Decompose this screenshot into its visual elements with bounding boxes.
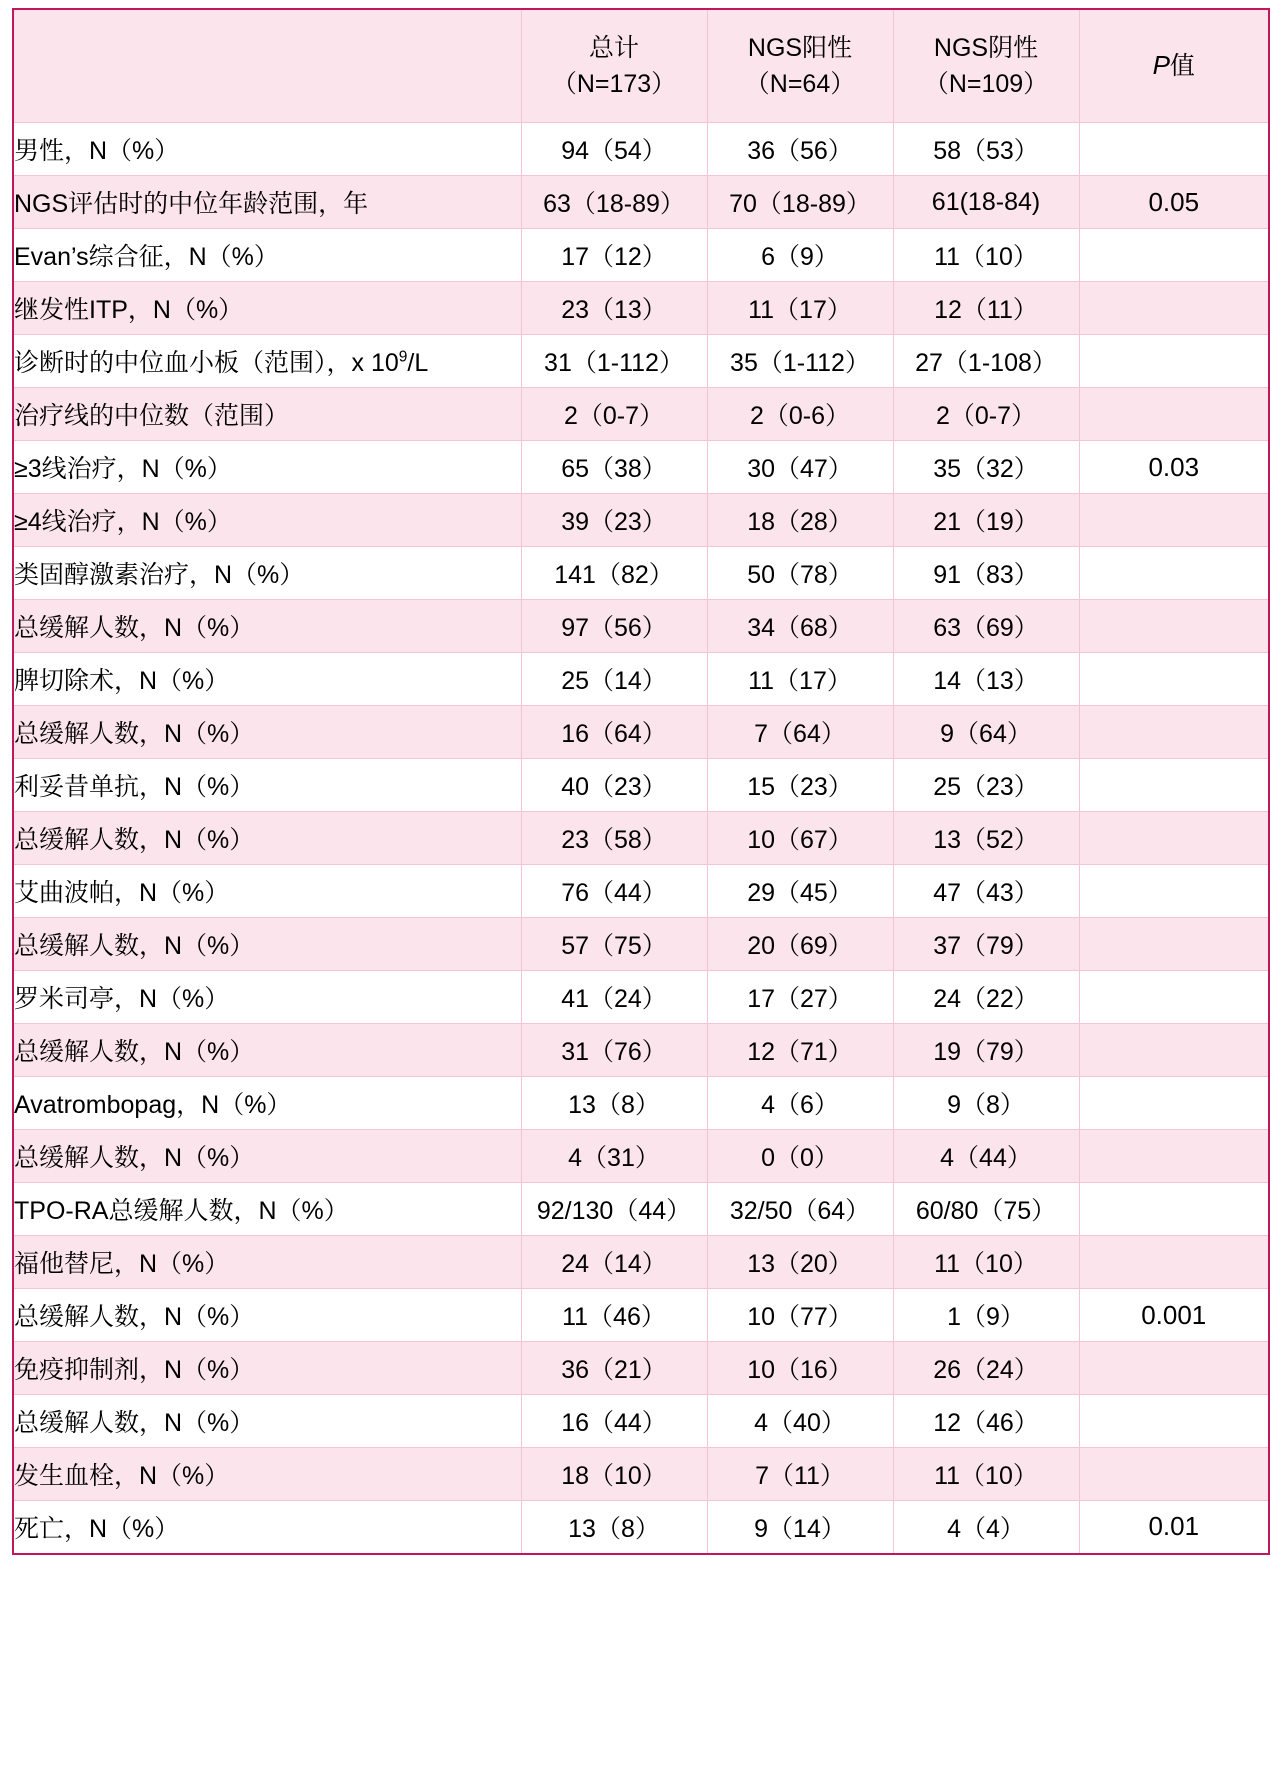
cell-pvalue: 0.05 [1079, 176, 1269, 229]
header-cell-total [521, 9, 707, 123]
cell-ngs-negative: 27（1-108） [893, 335, 1079, 388]
cell-ngs-negative: 61(18-84) [893, 176, 1079, 229]
cell-total: 97（56） [521, 600, 707, 653]
table-row [13, 1236, 1269, 1289]
cell-ngs-negative: 4（4） [893, 1501, 1079, 1554]
cell-pvalue: 0.01 [1079, 1501, 1269, 1554]
row-label: 总缓解人数，N（%） [13, 1289, 521, 1342]
row-label: ≥4线治疗，N（%） [13, 494, 521, 547]
row-label: 总缓解人数，N（%） [13, 918, 521, 971]
cell-ngs-negative: 63（69） [893, 600, 1079, 653]
cell-ngs-positive: 4（40） [707, 1395, 893, 1448]
cell-total: 92/130（44） [521, 1183, 707, 1236]
cell-ngs-negative: 35（32） [893, 441, 1079, 494]
cell-ngs-negative: 21（19） [893, 494, 1079, 547]
cell-ngs-positive: 35（1-112） [707, 335, 893, 388]
table-row [13, 229, 1269, 282]
cell-ngs-negative: 11（10） [893, 1236, 1079, 1289]
table-row [13, 812, 1269, 865]
table-row [13, 388, 1269, 441]
cell-total: 141（82） [521, 547, 707, 600]
cell-pvalue [1079, 971, 1269, 1024]
cell-ngs-positive: 34（68） [707, 600, 893, 653]
cell-pvalue [1079, 123, 1269, 176]
cell-ngs-positive: 29（45） [707, 865, 893, 918]
cell-total: 25（14） [521, 653, 707, 706]
cell-ngs-positive: 30（47） [707, 441, 893, 494]
header-cell-ngs-positive [707, 9, 893, 123]
row-label: 诊断时的中位血小板（范围），x $10^9/L$ [13, 335, 521, 388]
cell-pvalue [1079, 1236, 1269, 1289]
table-row [13, 600, 1269, 653]
cell-ngs-negative: 60/80（75） [893, 1183, 1079, 1236]
cell-pvalue [1079, 388, 1269, 441]
row-label: 总缓解人数，N（%） [13, 706, 521, 759]
row-label: 艾曲波帕，N（%） [13, 865, 521, 918]
cell-pvalue [1079, 1024, 1269, 1077]
row-label: 总缓解人数，N（%） [13, 600, 521, 653]
cell-total: 65（38） [521, 441, 707, 494]
header-ngs-pos-line1: NGS阳性 [747, 33, 853, 62]
cell-total: 23（58） [521, 812, 707, 865]
header-cell-pvalue [1079, 9, 1269, 123]
header-row [13, 9, 1269, 123]
cell-ngs-positive: 18（28） [707, 494, 893, 547]
cell-ngs-negative: 58（53） [893, 123, 1079, 176]
cell-ngs-positive: 50（78） [707, 547, 893, 600]
cell-ngs-negative: 13（52） [893, 812, 1079, 865]
row-label: 福他替尼，N（%） [13, 1236, 521, 1289]
cell-pvalue [1079, 1342, 1269, 1395]
cell-ngs-positive: 12（71） [707, 1024, 893, 1077]
row-label: 类固醇激素治疗，N（%） [13, 547, 521, 600]
cell-total: 13（8） [521, 1077, 707, 1130]
cell-ngs-negative: 11（10） [893, 1448, 1079, 1501]
cell-pvalue [1079, 706, 1269, 759]
cell-ngs-positive: 7（64） [707, 706, 893, 759]
cell-ngs-positive: 2（0-6） [707, 388, 893, 441]
cell-total: 31（76） [521, 1024, 707, 1077]
header-ngs-pos-line2: （N=64） [744, 70, 856, 98]
cell-total: 11（46） [521, 1289, 707, 1342]
cell-total: 18（10） [521, 1448, 707, 1501]
header-total-line2: （N=173） [551, 70, 677, 98]
table-row [13, 918, 1269, 971]
header-pvalue-normal: 值 [1169, 52, 1195, 81]
cell-pvalue [1079, 1395, 1269, 1448]
cell-total: 23（13） [521, 282, 707, 335]
table-row [13, 335, 1269, 388]
table-row [13, 865, 1269, 918]
table-row [13, 759, 1269, 812]
cell-pvalue [1079, 282, 1269, 335]
cell-ngs-negative: 9（64） [893, 706, 1079, 759]
table-row [13, 176, 1269, 229]
cell-ngs-negative: 1（9） [893, 1289, 1079, 1342]
header-cell-ngs-negative [893, 9, 1079, 123]
table-row [13, 653, 1269, 706]
cell-ngs-positive: 36（56） [707, 123, 893, 176]
cell-pvalue [1079, 1130, 1269, 1183]
cell-ngs-positive: 32/50（64） [707, 1183, 893, 1236]
row-label: 继发性ITP，N（%） [13, 282, 521, 335]
cell-ngs-negative: 11（10） [893, 229, 1079, 282]
row-label: 总缓解人数，N（%） [13, 1395, 521, 1448]
table-row [13, 1395, 1269, 1448]
cell-total: 94（54） [521, 123, 707, 176]
table-row [13, 1183, 1269, 1236]
cell-pvalue [1079, 229, 1269, 282]
row-label: TPO-RA总缓解人数，N（%） [13, 1183, 521, 1236]
table-header [13, 9, 1269, 123]
header-ngs-neg-line1: NGS阴性 [933, 33, 1039, 62]
cell-pvalue: 0.03 [1079, 441, 1269, 494]
cell-total: 24（14） [521, 1236, 707, 1289]
table-row [13, 123, 1269, 176]
cell-ngs-positive: 11（17） [707, 282, 893, 335]
cell-ngs-negative: 12（46） [893, 1395, 1079, 1448]
cell-total: 36（21） [521, 1342, 707, 1395]
cell-ngs-negative: 14（13） [893, 653, 1079, 706]
row-label: 治疗线的中位数（范围） [13, 388, 521, 441]
cell-ngs-positive: 0（0） [707, 1130, 893, 1183]
table-row [13, 1501, 1269, 1554]
cell-total: 57（75） [521, 918, 707, 971]
cell-total: 17（12） [521, 229, 707, 282]
cell-pvalue [1079, 759, 1269, 812]
table-row [13, 547, 1269, 600]
cell-pvalue [1079, 1448, 1269, 1501]
cell-pvalue [1079, 547, 1269, 600]
cell-pvalue [1079, 812, 1269, 865]
cell-pvalue: 0.001 [1079, 1289, 1269, 1342]
cell-total: 4（31） [521, 1130, 707, 1183]
table-body [13, 123, 1269, 1554]
cell-ngs-positive: 15（23） [707, 759, 893, 812]
header-pvalue-italic: P [1152, 50, 1170, 81]
row-label: 脾切除术，N（%） [13, 653, 521, 706]
header-ngs-neg-line2: （N=109） [923, 70, 1049, 98]
cell-ngs-positive: 7（11） [707, 1448, 893, 1501]
cell-pvalue [1079, 494, 1269, 547]
cell-pvalue [1079, 918, 1269, 971]
table-row [13, 971, 1269, 1024]
cell-ngs-negative: 26（24） [893, 1342, 1079, 1395]
header-total-line1: 总计 [588, 33, 639, 62]
cell-pvalue [1079, 1183, 1269, 1236]
cell-pvalue [1079, 653, 1269, 706]
cell-ngs-negative: 9（8） [893, 1077, 1079, 1130]
cell-ngs-positive: 70（18-89） [707, 176, 893, 229]
cell-ngs-negative: 47（43） [893, 865, 1079, 918]
table-row [13, 1130, 1269, 1183]
table-row [13, 282, 1269, 335]
cell-ngs-positive: 10（67） [707, 812, 893, 865]
row-label: 男性，N（%） [13, 123, 521, 176]
cell-total: 2（0-7） [521, 388, 707, 441]
cell-ngs-negative: 19（79） [893, 1024, 1079, 1077]
table-row [13, 1448, 1269, 1501]
table-row [13, 1342, 1269, 1395]
cell-ngs-negative: 25（23） [893, 759, 1079, 812]
cell-ngs-negative: 4（44） [893, 1130, 1079, 1183]
cell-ngs-positive: 10（77） [707, 1289, 893, 1342]
table-row [13, 1289, 1269, 1342]
table-row [13, 441, 1269, 494]
cell-ngs-positive: 9（14） [707, 1501, 893, 1554]
cell-ngs-positive: 6（9） [707, 229, 893, 282]
table-row [13, 706, 1269, 759]
cell-ngs-negative: 2（0-7） [893, 388, 1079, 441]
cell-ngs-negative: 37（79） [893, 918, 1079, 971]
patient-characteristics-table [12, 8, 1270, 1555]
table-row [13, 494, 1269, 547]
cell-total: 16（44） [521, 1395, 707, 1448]
row-label: 总缓解人数，N（%） [13, 812, 521, 865]
cell-pvalue [1079, 865, 1269, 918]
cell-ngs-positive: 13（20） [707, 1236, 893, 1289]
header-cell-label [13, 9, 521, 123]
table-row [13, 1024, 1269, 1077]
cell-total: 13（8） [521, 1501, 707, 1554]
cell-total: 76（44） [521, 865, 707, 918]
cell-total: 40（23） [521, 759, 707, 812]
cell-pvalue [1079, 335, 1269, 388]
table-row [13, 1077, 1269, 1130]
cell-pvalue [1079, 1077, 1269, 1130]
cell-total: 16（64） [521, 706, 707, 759]
cell-total: 41（24） [521, 971, 707, 1024]
row-label: 总缓解人数，N（%） [13, 1024, 521, 1077]
row-label: 发生血栓，N（%） [13, 1448, 521, 1501]
row-label: 利妥昔单抗，N（%） [13, 759, 521, 812]
cell-total: 31（1-112） [521, 335, 707, 388]
row-label: 免疫抑制剂，N（%） [13, 1342, 521, 1395]
row-label: NGS评估时的中位年龄范围，年 [13, 176, 521, 229]
cell-ngs-positive: 10（16） [707, 1342, 893, 1395]
row-label: ≥3线治疗，N（%） [13, 441, 521, 494]
row-label: Evan’s综合征，N（%） [13, 229, 521, 282]
cell-ngs-positive: 11（17） [707, 653, 893, 706]
cell-ngs-negative: 24（22） [893, 971, 1079, 1024]
cell-ngs-positive: 4（6） [707, 1077, 893, 1130]
cell-total: 63（18-89） [521, 176, 707, 229]
cell-pvalue [1079, 600, 1269, 653]
row-label: Avatrombopag，N（%） [13, 1077, 521, 1130]
row-label: 死亡，N（%） [13, 1501, 521, 1554]
row-label: 罗米司亭，N（%） [13, 971, 521, 1024]
cell-ngs-positive: 20（69） [707, 918, 893, 971]
row-label: 总缓解人数，N（%） [13, 1130, 521, 1183]
cell-ngs-negative: 91（83） [893, 547, 1079, 600]
cell-ngs-positive: 17（27） [707, 971, 893, 1024]
cell-total: 39（23） [521, 494, 707, 547]
cell-ngs-negative: 12（11） [893, 282, 1079, 335]
